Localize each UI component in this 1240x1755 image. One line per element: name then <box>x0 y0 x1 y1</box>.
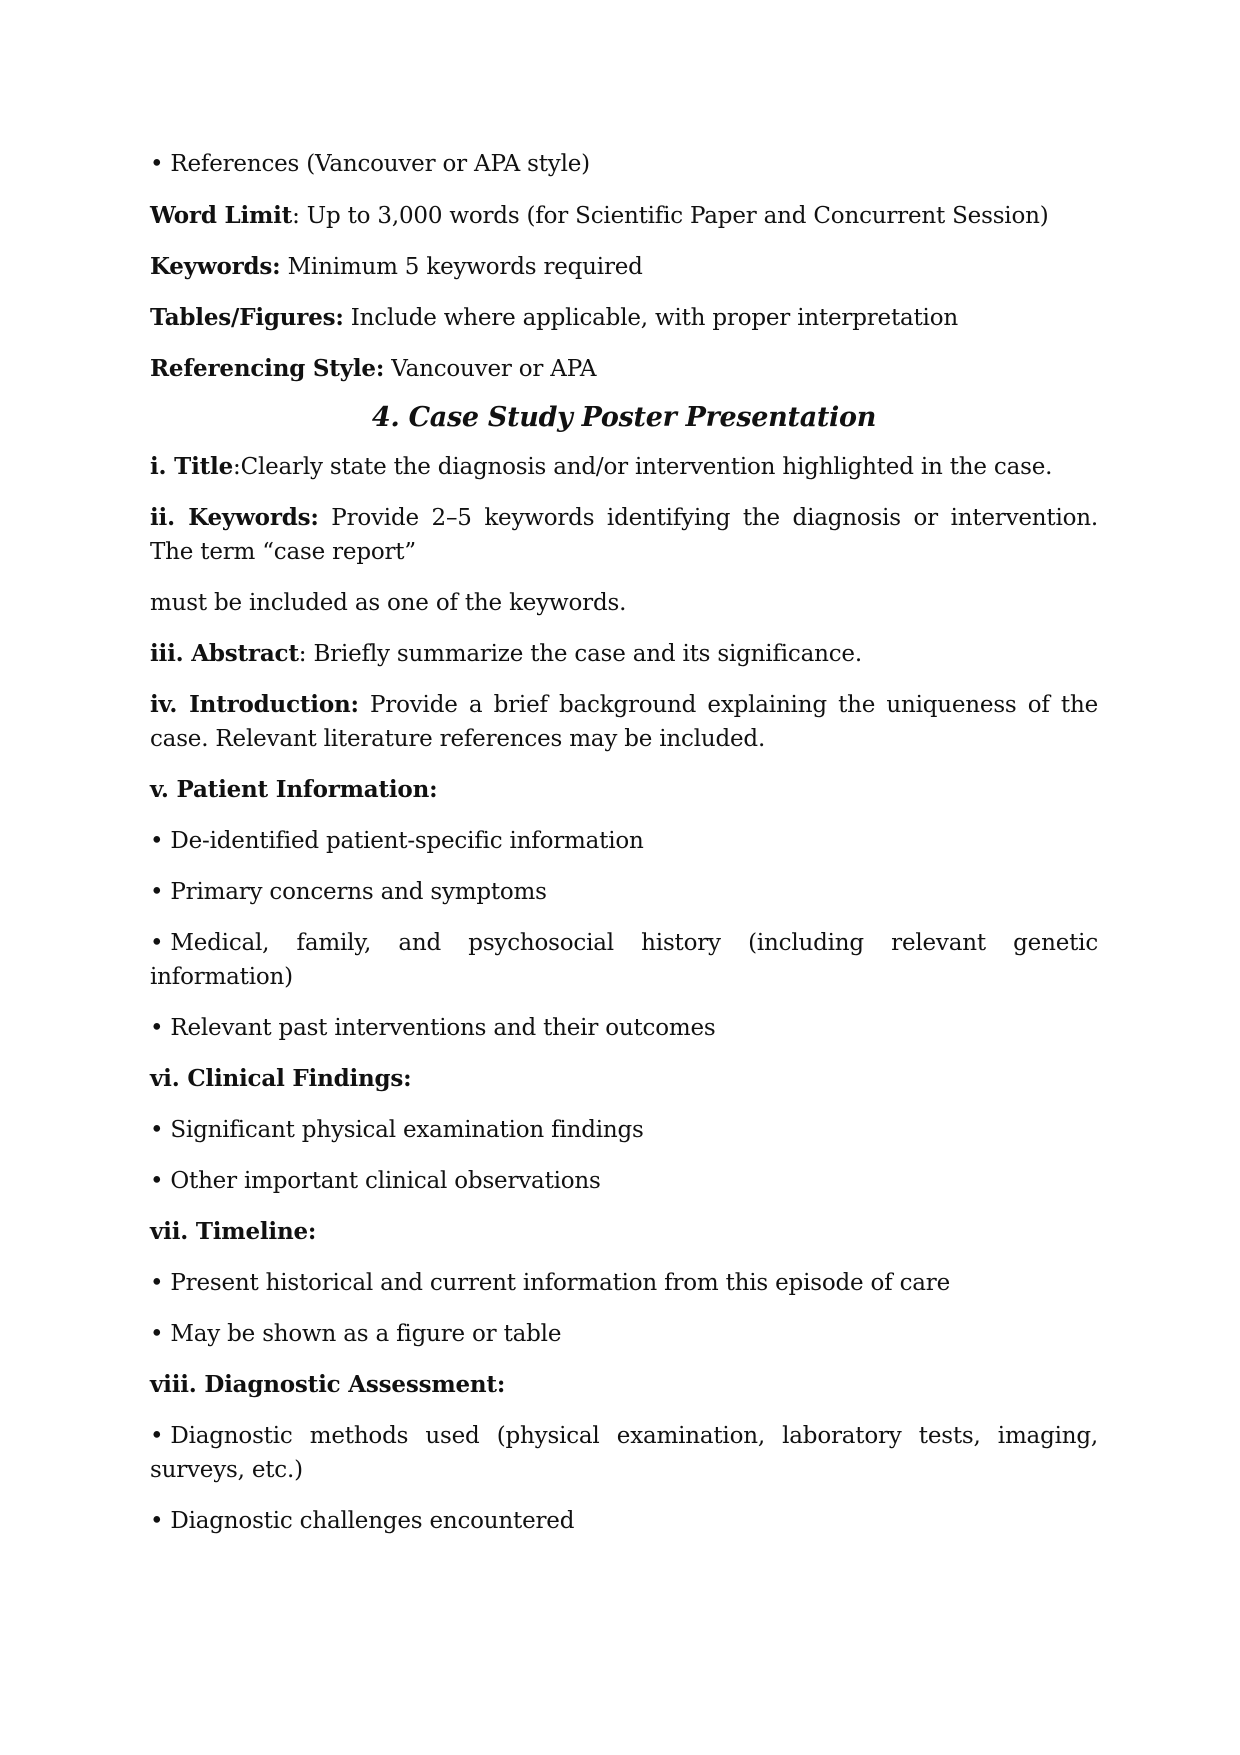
patient-info-bullet <box>150 1011 1098 1045</box>
requirement-label: Referencing Style: <box>150 355 385 382</box>
item-keywords-continuation: must be included as one of the keywords. <box>150 590 627 616</box>
document-page <box>150 147 1098 1555</box>
requirement-text: Vancouver or APA <box>384 356 597 382</box>
item-text: Clearly state the diagnosis and/or intervention highlighted in the case. <box>240 454 1053 480</box>
requirement-label: Word Limit <box>150 202 293 229</box>
item-label: iii. Abstract <box>150 640 299 667</box>
requirement-word-limit <box>150 199 1098 233</box>
bullet-text: References (Vancouver or APA style) <box>170 151 590 177</box>
bullet-text: Relevant past interventions and their outcomes <box>170 1015 716 1041</box>
bullet-text: Diagnostic methods used (physical examination, laboratory tests, imaging, surveys, etc.) <box>150 1423 1098 1483</box>
label-separator: : <box>298 641 307 667</box>
bullet-text: Other important clinical observations <box>170 1168 601 1194</box>
timeline-bullet <box>150 1266 1098 1300</box>
bullet-text: Primary concerns and symptoms <box>170 879 547 905</box>
item-clinical-findings-label: vi. Clinical Findings: <box>150 1065 412 1092</box>
item-timeline-label: vii. Timeline: <box>150 1218 317 1245</box>
item-patient-information-label: v. Patient Information: <box>150 776 438 803</box>
requirement-label: Keywords: <box>150 253 281 280</box>
diagnostic-assessment-bullet <box>150 1504 1098 1538</box>
bullet-text: Significant physical examination findings <box>170 1117 644 1143</box>
requirement-label: Tables/Figures: <box>150 304 344 331</box>
clinical-findings-bullet <box>150 1164 1098 1198</box>
bullet-text: De-identified patient-specific information <box>170 828 644 854</box>
item-label: iv. Introduction: <box>150 691 359 718</box>
item-abstract <box>150 637 1098 671</box>
bullet-text: Present historical and current information from this episode of care <box>170 1270 951 1296</box>
item-label: ii. Keywords: <box>150 504 319 531</box>
requirement-tables-figures <box>150 301 1098 335</box>
patient-info-bullet <box>150 926 1098 994</box>
bullet-text: May be shown as a figure or table <box>170 1321 562 1347</box>
requirement-text: Include where applicable, with proper interpretation <box>343 305 958 331</box>
requirement-keywords <box>150 250 1098 284</box>
item-diagnostic-assessment-label: viii. Diagnostic Assessment: <box>150 1371 506 1398</box>
section-heading: 4. Case Study Poster Presentation <box>371 402 877 433</box>
requirement-text: Up to 3,000 words (for Scientific Paper and Concurrent Session) <box>299 203 1049 229</box>
item-introduction <box>150 688 1098 756</box>
item-text: Provide a brief background explaining the uniqueness of the case. Relevant literature references may be included. <box>150 692 1098 752</box>
item-title <box>150 450 1098 484</box>
timeline-bullet <box>150 1317 1098 1351</box>
requirement-text: Minimum 5 keywords required <box>280 254 643 280</box>
item-label: i. Title <box>150 453 233 480</box>
bullet-text: Medical, family, and psychosocial history (including relevant genetic information) <box>150 930 1098 990</box>
requirement-referencing-style <box>150 352 1098 386</box>
label-separator: : <box>233 454 241 480</box>
diagnostic-assessment-bullet <box>150 1419 1098 1487</box>
clinical-findings-bullet <box>150 1113 1098 1147</box>
item-keywords <box>150 501 1098 569</box>
references-bullet <box>150 147 1098 181</box>
patient-info-bullet <box>150 875 1098 909</box>
item-text: Provide 2–5 keywords identifying the diagnosis or intervention. The term “case report” <box>150 505 1098 565</box>
item-text: Briefly summarize the case and its significance. <box>306 641 862 667</box>
patient-info-bullet <box>150 824 1098 858</box>
bullet-text: Diagnostic challenges encountered <box>170 1508 575 1534</box>
label-separator: : <box>292 203 300 229</box>
